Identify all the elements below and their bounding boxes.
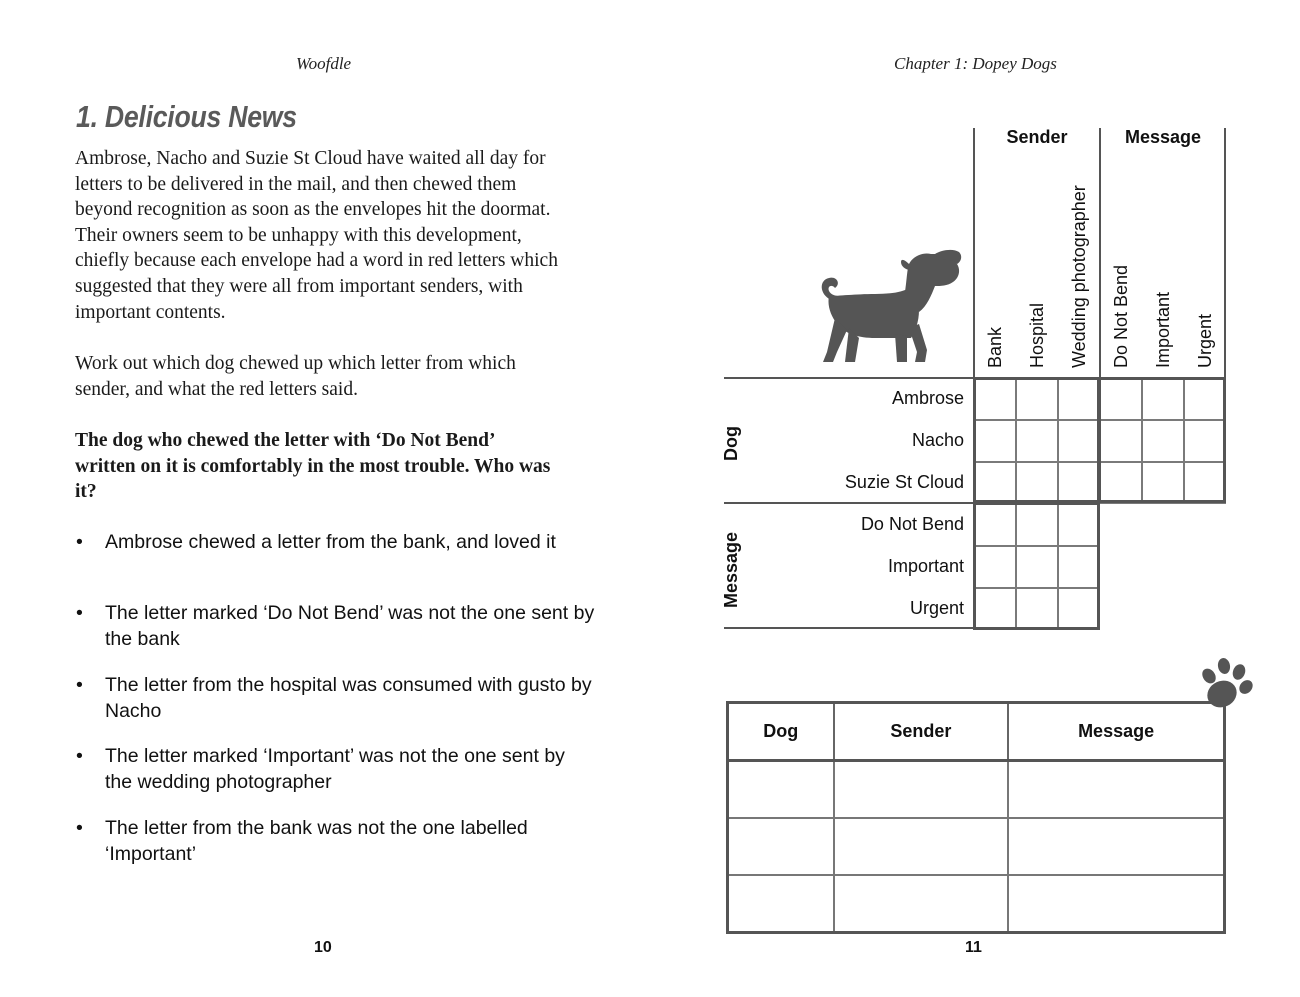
answer-cell[interactable] bbox=[834, 875, 1009, 933]
column-label-wedding-photographer: Wedding photographer bbox=[1069, 185, 1089, 368]
clue-item bbox=[76, 816, 596, 867]
column-label-do-not-bend: Do Not Bend bbox=[1111, 264, 1131, 368]
column-label-hospital: Hospital bbox=[1027, 302, 1047, 368]
row-label-do-not-bend: Do Not Bend bbox=[860, 514, 964, 534]
bullet-icon: • bbox=[76, 745, 83, 767]
clue-item bbox=[76, 673, 596, 724]
column-group-message: Message bbox=[1124, 127, 1202, 147]
row-label-ambrose: Ambrose bbox=[891, 388, 964, 408]
row-label-urgent: Urgent bbox=[909, 598, 964, 618]
page-number-right: 11 bbox=[965, 939, 982, 956]
row-group-message: Message bbox=[721, 531, 741, 608]
clue-text: The letter marked ‘Important’ was not the one sent by the wedding photographer bbox=[105, 745, 565, 793]
clue-item bbox=[76, 601, 596, 652]
answer-cell[interactable] bbox=[728, 761, 834, 819]
bullet-icon: • bbox=[76, 674, 83, 696]
column-label-important: Important bbox=[1153, 291, 1173, 368]
table-row bbox=[728, 761, 1225, 819]
running-head-right: Chapter 1: Dopey Dogs bbox=[894, 54, 1057, 73]
instructions-paragraph: Work out which dog chewed up which letter from which sender, and what the red letters said. bbox=[75, 353, 516, 400]
answer-cell[interactable] bbox=[1008, 761, 1224, 819]
clue-item bbox=[76, 530, 596, 556]
clue-item bbox=[76, 744, 596, 795]
clue-text: The letter from the bank was not the one labelled ‘Important’ bbox=[105, 817, 528, 865]
answer-cell[interactable] bbox=[728, 818, 834, 875]
row-header-rule bbox=[724, 627, 974, 629]
answer-header-dog: Dog bbox=[728, 703, 834, 761]
answer-header-message: Message bbox=[1008, 703, 1224, 761]
dog-silhouette-icon bbox=[815, 248, 965, 368]
row-group-dog: Dog bbox=[721, 426, 741, 461]
bullet-icon: • bbox=[76, 531, 83, 553]
column-label-bank: Bank bbox=[985, 326, 1005, 368]
page-number-left: 10 bbox=[314, 939, 332, 956]
answer-table bbox=[726, 701, 1226, 934]
bullet-icon: • bbox=[76, 817, 83, 839]
answer-cell[interactable] bbox=[728, 875, 834, 933]
row-label-important: Important bbox=[887, 556, 964, 576]
answer-cell[interactable] bbox=[1008, 818, 1224, 875]
clue-text: The letter marked ‘Do Not Bend’ was not the one sent by the bank bbox=[105, 602, 595, 650]
grid-block-dog-sender bbox=[973, 377, 1100, 503]
answer-cell[interactable] bbox=[1008, 875, 1224, 933]
table-row bbox=[728, 818, 1225, 875]
bullet-icon: • bbox=[76, 602, 83, 624]
answer-cell[interactable] bbox=[834, 761, 1009, 819]
answer-cell[interactable] bbox=[834, 818, 1009, 875]
puzzle-question: The dog who chewed the letter with ‘Do Not Bend’ written on it is comfortably in the most trouble. Who was it? bbox=[75, 430, 551, 503]
answer-header-sender: Sender bbox=[834, 703, 1009, 761]
header-divider bbox=[1099, 128, 1101, 378]
row-label-suzie-st-cloud: Suzie St Cloud bbox=[844, 472, 964, 492]
clue-text: The letter from the hospital was consumed with gusto by Nacho bbox=[105, 674, 592, 722]
grid-block-message-sender bbox=[973, 502, 1100, 630]
row-header-rule bbox=[724, 502, 974, 504]
puzzle-title: 1. Delicious News bbox=[76, 99, 297, 134]
row-header-rule bbox=[724, 377, 974, 379]
grid-block-dog-message bbox=[1098, 377, 1226, 503]
header-divider bbox=[973, 128, 975, 378]
column-label-urgent: Urgent bbox=[1195, 313, 1215, 368]
clue-text: Ambrose chewed a letter from the bank, and loved it bbox=[105, 531, 556, 553]
table-row bbox=[728, 875, 1225, 933]
intro-paragraph: Ambrose, Nacho and Suzie St Cloud have waited all day for letters to be delivered in the mail, and then chewed them beyond recognition as soon as the envelopes hit the doormat. Their owners seem to be unhappy with this development, chiefly because each envelope had a word in red letters which suggested that they were all from important senders, with important contents. bbox=[75, 148, 558, 323]
column-group-sender: Sender bbox=[1006, 127, 1068, 147]
row-label-nacho: Nacho bbox=[911, 430, 964, 450]
header-divider bbox=[1224, 128, 1226, 378]
running-head-left: Woofdle bbox=[296, 54, 352, 73]
